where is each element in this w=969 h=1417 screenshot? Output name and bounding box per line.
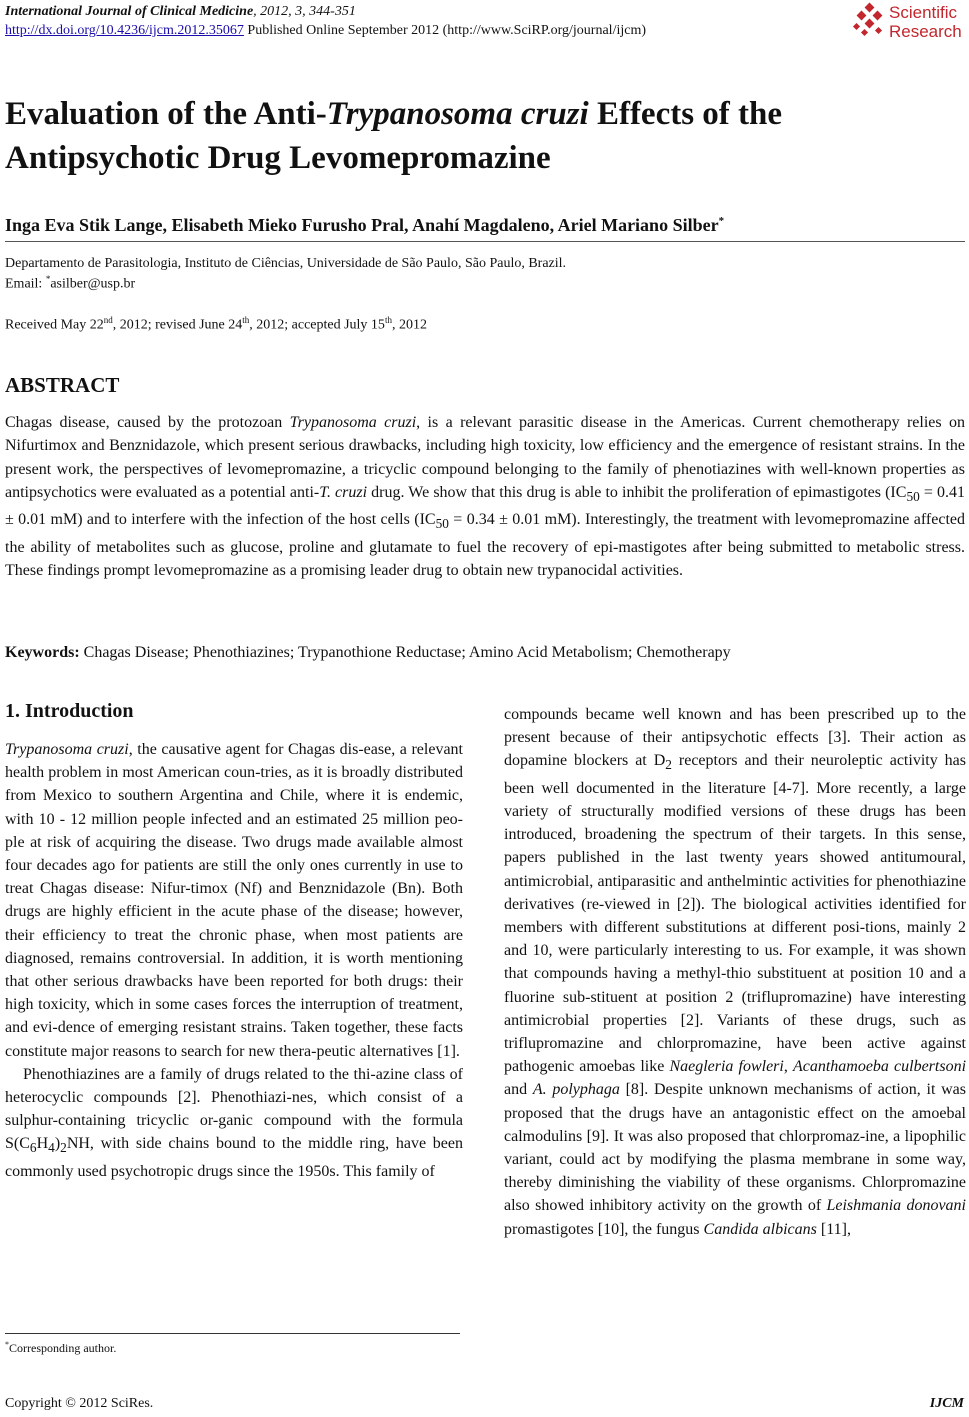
abstract-italic-2: T. cruzi: [319, 483, 368, 501]
email-label: Email:: [5, 276, 46, 292]
right-text-3: ,: [783, 1058, 793, 1076]
intro-paragraph-1: [5, 738, 463, 1063]
intro-paragraph-2-cont: [504, 703, 966, 1241]
affiliation: Departamento de Parasitologia, Instituto de Ciências, Universidade de São Paulo, São Paulo, Brazil.: [5, 256, 567, 271]
email-address[interactable]: asilber@usp.br: [50, 276, 136, 292]
title-divider: [5, 241, 965, 242]
abstract-text-4: = 0.41 ± 0.01 mM) and to interfere with the infection of the host cells (IC: [5, 483, 965, 529]
right-text-6: promastigotes [10], the fungus: [504, 1220, 704, 1238]
right-sub-1: 2: [665, 757, 672, 773]
abstract-sub-2: 50: [435, 516, 449, 532]
received-text-1: Received May 22: [5, 317, 104, 333]
publication-line: [5, 23, 646, 39]
title-text-2: Effects of the Antipsychotic Drug Levomepromazine: [5, 96, 783, 176]
logo-word-research: Research: [889, 22, 962, 41]
section-heading-introduction: 1. Introduction: [5, 700, 134, 722]
email-mark: *: [45, 274, 51, 284]
abstract-heading: ABSTRACT: [5, 373, 120, 397]
right-text-2: receptors and their neuroleptic activity has been well documented in the literature [4-7]. More recently, a large variety of structurally modified versions of these drugs has been introduced, broadening the spectrum of their targets. In this sense, papers published in the last twenty years showed antitumoural, antimicrobial, antiparasitic and anthelmintic activities for phenothiazine derivatives (re-viewed in [2]). The biological activities identified for members with different substitutions at different posi-tions, mainly 2 and 10, were particularly interesting to us. For example, it was shown that compounds having a methyl-thio substituent at position 10 and a fluorine sub-stituent at position 2 (triflupromazine) have interesting antimicrobial properties [2]. Variants of these drugs, such as triflupromazine and chlorpromazine, have been active against pathogenic amoebas like: [504, 752, 966, 1076]
doi-link[interactable]: http://dx.doi.org/10.4236/ijcm.2012.35067: [5, 23, 244, 38]
title-text-1: Evaluation of the Anti-: [5, 96, 327, 132]
title-italic: Trypanosoma cruzi: [326, 96, 589, 132]
formula-sub-1: 6: [29, 1140, 37, 1156]
left-column: [5, 738, 463, 1183]
formula-sub-2: 4: [48, 1140, 55, 1156]
abstract-italic-1: Trypanosoma cruzi: [289, 414, 417, 431]
right-text-4: and: [504, 1081, 533, 1099]
authors-text: Inga Eva Stik Lange, Elisabeth Mieko Furusho Pral, Anahí Magdaleno, Ariel Mariano Silber: [5, 215, 719, 235]
received-text-4: , 2012: [391, 317, 427, 333]
received-text-3: , 2012; accepted July 15: [249, 317, 385, 333]
intro-text-1: , the causative agent for Chagas dis-ease, a relevant health problem in most American coun-tries, as it is broadly distributed from Mexico to southern Argentina and Chile, where it is endemic, with 10 - 12 million people infected and an estimated 25 million peo-ple at risk of acquiring the disease. Two drugs made available almost four decades ago for patients are still the only ones currently in use to treat Chagas disease: Nifur-timox (Nf) and Benznidazole (Bn). Both drugs are highly efficient in the acute phase of the disease; however, their efficiency to treat the chronic phase, when most patients are diagnosed, remains controversial. In addition, it is worth mentioning that other serious drawbacks have been reported for both drugs: their high toxicity, which in some cases forces the interruption of treatment, and evi-dence of emerging resistant strains. Taken together, these facts constitute major reasons to search for new thera-peutic alternatives [1].: [5, 741, 464, 1060]
published-online: Published Online September 2012 (http://www.SciRP.org/journal/ijcm): [243, 23, 647, 38]
abstract-sub-1: 50: [906, 489, 920, 505]
scirp-logo: [852, 2, 968, 44]
received-dates: [5, 315, 427, 334]
right-text-7: [11],: [816, 1220, 851, 1238]
formula-sub-3: 2: [60, 1140, 67, 1156]
received-sup-1: nd: [103, 315, 113, 325]
received-sup-3: th: [384, 315, 392, 325]
intro-italic-1: Trypanosoma cruzi: [5, 741, 129, 758]
author-mark: *: [718, 215, 725, 227]
abstract-text-2: , is a relevant parasitic disease in the Americas. Current chemotherapy relies on Nifurtimox and Benznidazole, which present serious drawbacks, including high toxicity, low efficiency and the emergence of resistant strains. In the present work, the perspectives of levomepromazine, a tricyclic compound belonging to the family of phenotiazines with well-known properties as antipsychotics were evaluated as a potential anti-: [5, 414, 966, 501]
received-text-2: , 2012; revised June 24: [112, 317, 243, 333]
right-italic-3: A. polyphaga: [532, 1081, 620, 1099]
right-italic-2: Acanthamoeba culbertsoni: [792, 1058, 967, 1076]
journal-name: International Journal of Clinical Medicine: [5, 4, 254, 19]
right-italic-1: Naegleria fowleri: [669, 1058, 784, 1076]
right-text-5: [8]. Despite unknown mechanisms of action, it was proposed that the drugs have an antagonistic effect on the amoebal calmodulins [9]. It was also proposed that chlorpromaz-ine, a lipophilic variant, could act by modifying the plasma membrane in some way, thereby diminishing the viability of these organisms. Chlorpromazine also showed inhibitory activity on the growth of: [504, 1081, 966, 1215]
footnote: [5, 1340, 116, 1356]
right-italic-4: Leishmania donovani: [826, 1197, 967, 1215]
intro-paragraph-2: [5, 1063, 463, 1183]
keywords-text: Chagas Disease; Phenothiazines; Trypanothione Reductase; Amino Acid Metabolism; Chemotherapy: [79, 644, 731, 661]
intro-text-2b: H: [36, 1135, 49, 1153]
right-column: [504, 703, 966, 1241]
intro-text-2a: Phenothiazines are a family of drugs related to the thi-azine class of heterocyclic compounds [2]. Phenothiazi-nes, which consist of a sulphur-containing tricyclic or-ganic compound with the formula S(C: [5, 1065, 463, 1153]
abstract-text-1: Chagas disease, caused by the protozoan: [5, 414, 290, 431]
author-list: [5, 215, 724, 236]
journal-volume: , 2012, 3, 344-351: [253, 4, 356, 19]
copyright: Copyright © 2012 SciRes.: [5, 1396, 154, 1411]
keywords: [5, 644, 965, 662]
abstract-text-5: = 0.34 ± 0.01 mM). Interestingly, the treatment with levomepromazine affected the ability of metabolites such as glucose, proline and glutamate to fuel the recovery of epi-mastigotes after being submitted to metabolic stress. These findings prompt levomepromazine as a promising leader drug to obtain new trypanocidal activities.: [5, 511, 966, 580]
keywords-label: Keywords:: [5, 644, 80, 661]
footnote-divider: [5, 1333, 460, 1334]
abstract-body: [5, 411, 965, 582]
abstract-text-3: drug. We show that this drug is able to inhibit the proliferation of epimastigotes (IC: [367, 483, 907, 501]
journal-citation: [5, 4, 356, 20]
received-sup-2: th: [242, 315, 250, 325]
article-title: [5, 92, 960, 180]
email-line: [5, 274, 135, 293]
logo-mark-icon: [852, 2, 886, 42]
logo-word-scientific: Scientific: [889, 3, 958, 22]
right-text-1: compounds became well known and has been prescribed up to the present because of their antipsychotic effects [3]. Their action as dopamine blockers at D: [504, 706, 966, 770]
right-italic-5: Candida albicans: [703, 1220, 817, 1238]
intro-text-2c: ): [54, 1135, 61, 1153]
intro-text-2d: NH, with side chains bound to the middle ring, have been commonly used psychotropic drugs since the 1950s. This family of: [5, 1135, 463, 1180]
journal-abbreviation: IJCM: [929, 1396, 964, 1411]
footnote-text: Corresponding author.: [9, 1341, 117, 1355]
footnote-mark: *: [5, 1340, 9, 1349]
